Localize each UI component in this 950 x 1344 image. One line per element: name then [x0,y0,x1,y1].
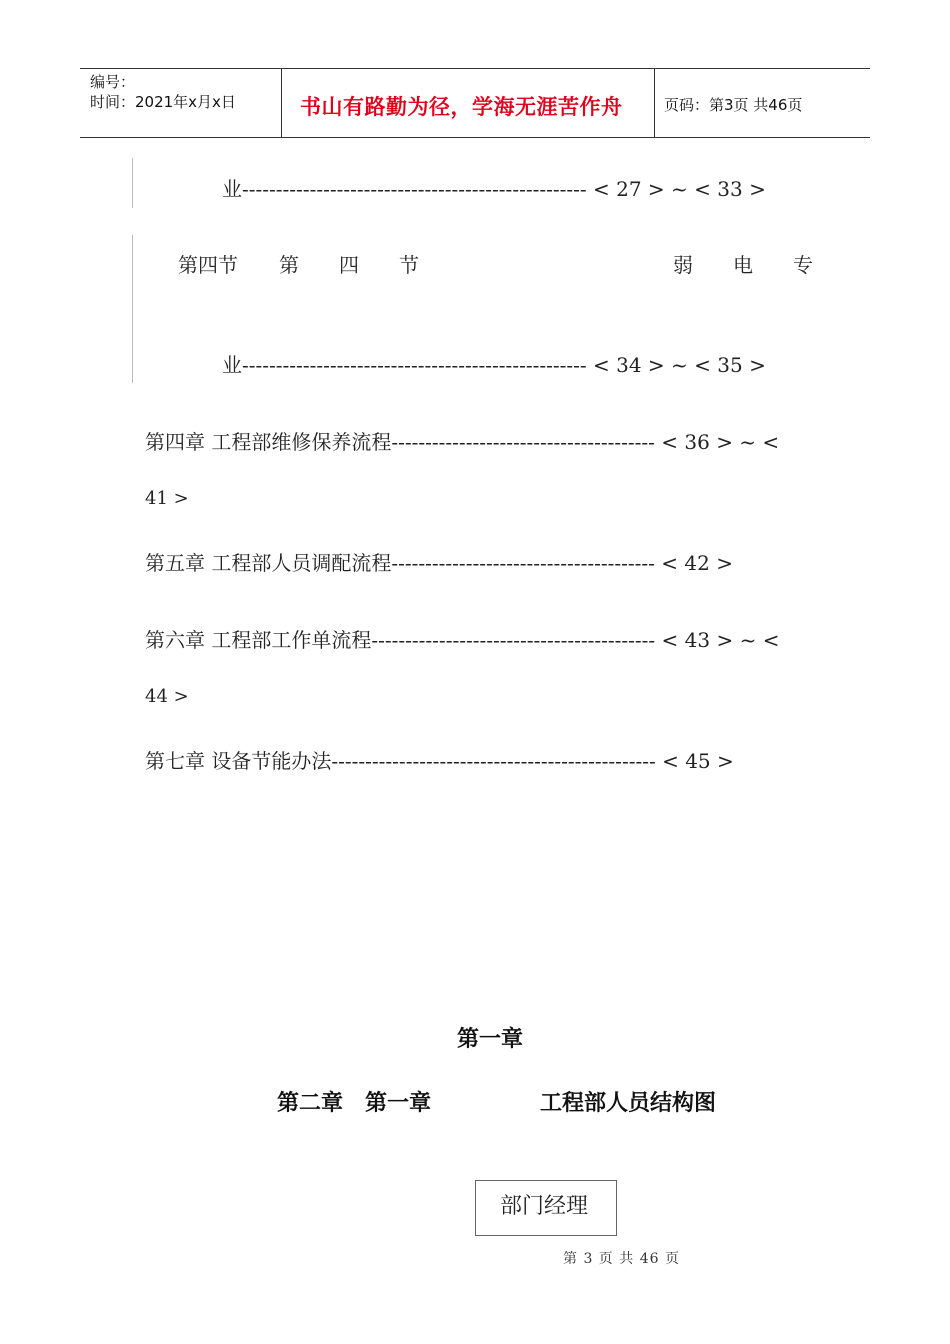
toc-margin-bar [132,235,133,383]
toc-entry[interactable]: 第七章 设备节能办法------------------------------------------------ < 45 > [145,749,734,773]
header-divider [654,69,655,137]
toc-entry[interactable]: 第四章 工程部维修保养流程--------------------------------------- < 36 > ~ < [145,430,780,454]
header-divider [281,69,282,137]
toc-entry-continuation: 41 > [145,488,189,509]
serial-label: 编号： [90,73,136,91]
date-label: 时间：2021年x月x日 [90,93,236,111]
chapter-subheading-title: 工程部人员结构图 [540,1091,717,1116]
chapter-subheading-prefix: 第二章 第一章 [277,1091,432,1116]
toc-entry-continuation: 44 > [145,686,189,707]
toc-entry[interactable]: 业--------------------------------------------------- < 34 > ~ < 35 > [222,353,766,377]
org-chart-root-label: 部门经理 [500,1194,589,1219]
toc-entry[interactable]: 第五章 工程部人员调配流程--------------------------------------- < 42 > [145,551,733,575]
toc-entry[interactable]: 第六章 工程部工作单流程------------------------------------------ < 43 > ~ < [145,628,780,652]
header-motto: 书山有路勤为径，学海无涯苦作舟 [300,95,623,119]
toc-margin-bar [132,158,133,208]
toc-section-chars: 第 四 节 [279,253,419,277]
page-footer: 第 3 页 共 46 页 [563,1251,680,1267]
page-header [80,68,870,138]
page-info: 页码：第3页 共46页 [664,96,803,114]
org-chart-root-box [475,1180,617,1236]
toc-section-title: 第四节 [178,253,238,277]
chapter-heading: 第一章 [457,1027,524,1052]
toc-section-chars: 弱 电 专 [673,253,813,277]
toc-entry[interactable]: 业--------------------------------------------------- < 27 > ~ < 33 > [222,177,766,201]
